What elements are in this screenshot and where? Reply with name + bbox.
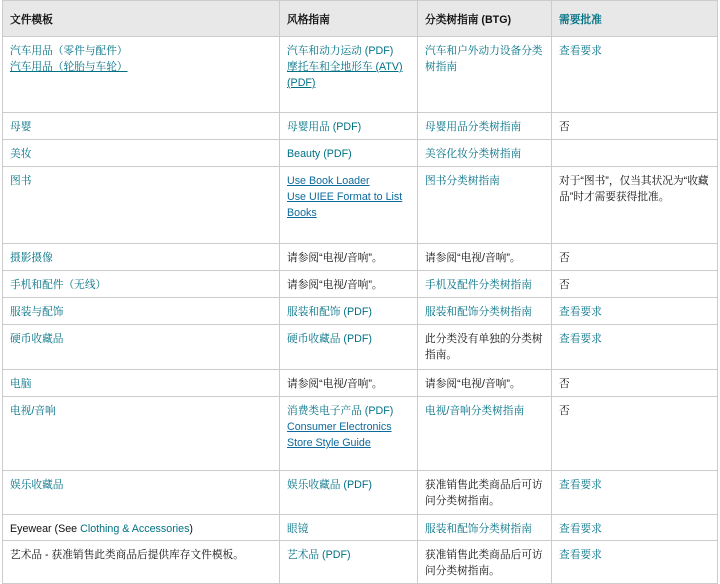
cell-approval bbox=[552, 113, 717, 139]
cell-approval bbox=[552, 397, 717, 470]
cell-style-guide bbox=[280, 370, 418, 396]
style-guide-text: 请参阅“电视/音响”。 bbox=[287, 378, 383, 390]
category-link[interactable]: 母婴 bbox=[10, 121, 32, 133]
cell-category bbox=[3, 397, 280, 470]
cell-btg bbox=[418, 167, 552, 243]
cell-style-guide bbox=[280, 541, 418, 583]
cell-style-guide bbox=[280, 244, 418, 270]
table-row bbox=[3, 167, 717, 244]
view-requirements-link[interactable]: 查看要求 bbox=[559, 333, 602, 345]
cell-btg bbox=[418, 541, 552, 583]
approval-note-text: 对于“图书”，仅当其状况为“收藏品”时才需要获得批准。 bbox=[559, 175, 709, 203]
cell-category bbox=[3, 370, 280, 396]
header-approval-link[interactable]: 需要批准 bbox=[559, 14, 602, 26]
cell-category bbox=[3, 515, 280, 540]
cell-style-guide bbox=[280, 37, 418, 112]
cell-approval bbox=[552, 271, 717, 297]
header-template: 文件模板 bbox=[3, 1, 280, 36]
cell-approval bbox=[552, 325, 717, 369]
cell-approval bbox=[552, 541, 717, 583]
style-guide-link[interactable]: Consumer Electronics Store Style Guide bbox=[287, 421, 392, 449]
btg-link[interactable]: 母婴用品分类树指南 bbox=[425, 121, 522, 133]
cell-style-guide bbox=[280, 113, 418, 139]
header-row bbox=[3, 1, 717, 37]
category-link[interactable]: 硬币收藏品 bbox=[10, 333, 64, 345]
table-row bbox=[3, 515, 717, 541]
cell-btg bbox=[418, 397, 552, 470]
table-row bbox=[3, 541, 717, 584]
cell-btg bbox=[418, 325, 552, 369]
table-row bbox=[3, 37, 717, 113]
cell-btg bbox=[418, 471, 552, 514]
style-guide-link[interactable]: 服装和配饰 (PDF) bbox=[287, 306, 372, 318]
cell-style-guide bbox=[280, 325, 418, 369]
cell-style-guide bbox=[280, 140, 418, 166]
btg-text: 请参阅“电视/音响”。 bbox=[425, 252, 521, 264]
table-row bbox=[3, 271, 717, 298]
cell-style-guide bbox=[280, 167, 418, 243]
approval-no-text: 否 bbox=[559, 378, 570, 390]
table-row bbox=[3, 370, 717, 397]
cell-style-guide bbox=[280, 515, 418, 540]
btg-text: 此分类没有单独的分类树指南。 bbox=[425, 333, 543, 361]
btg-link[interactable]: 服装和配饰分类树指南 bbox=[425, 306, 532, 318]
style-guide-text: 请参阅“电视/音响”。 bbox=[287, 252, 383, 264]
category-text: Eyewear (See bbox=[10, 523, 81, 535]
table-row bbox=[3, 140, 717, 167]
cell-style-guide bbox=[280, 271, 418, 297]
category-link[interactable]: 图书 bbox=[10, 175, 32, 187]
header-btg: 分类树指南 (BTG) bbox=[418, 1, 552, 36]
view-requirements-link[interactable]: 查看要求 bbox=[559, 549, 602, 561]
cell-btg bbox=[418, 113, 552, 139]
btg-link[interactable]: 电视/音响分类树指南 bbox=[425, 405, 525, 417]
cell-approval bbox=[552, 244, 717, 270]
view-requirements-link[interactable]: 查看要求 bbox=[559, 479, 602, 491]
cell-approval bbox=[552, 37, 717, 112]
cell-category bbox=[3, 37, 280, 112]
category-text: 艺术品 - 获准销售此类商品后提供库存文件模板。 bbox=[10, 549, 244, 561]
category-link[interactable]: 电脑 bbox=[10, 378, 32, 390]
btg-text: 请参阅“电视/音响”。 bbox=[425, 378, 521, 390]
category-link[interactable]: 摄影摄像 bbox=[10, 252, 53, 264]
header-style-guide: 风格指南 bbox=[280, 1, 418, 36]
approval-no-text: 否 bbox=[559, 121, 570, 133]
category-text: ) bbox=[189, 523, 193, 535]
category-link[interactable]: 服装与配饰 bbox=[10, 306, 64, 318]
table-row bbox=[3, 325, 717, 370]
category-table bbox=[2, 0, 718, 584]
btg-text: 获准销售此类商品后可访问分类树指南。 bbox=[425, 479, 543, 507]
cell-category bbox=[3, 471, 280, 514]
style-guide-link[interactable]: Use UIEE Format to List Books bbox=[287, 191, 403, 219]
cell-btg bbox=[418, 271, 552, 297]
approval-no-text: 否 bbox=[559, 279, 570, 291]
category-link[interactable]: 手机和配件（无线） bbox=[10, 279, 107, 291]
btg-link[interactable]: 服装和配饰分类树指南 bbox=[425, 523, 532, 535]
style-guide-text: 请参阅“电视/音响”。 bbox=[287, 279, 383, 291]
table-row bbox=[3, 397, 717, 471]
cell-btg bbox=[418, 140, 552, 166]
category-link[interactable]: 汽车用品（零件与配件） bbox=[10, 45, 128, 57]
cell-style-guide bbox=[280, 298, 418, 324]
cell-btg bbox=[418, 515, 552, 540]
cell-category bbox=[3, 167, 280, 243]
cell-approval bbox=[552, 471, 717, 514]
table-row bbox=[3, 298, 717, 325]
btg-link[interactable]: 美容化妆分类树指南 bbox=[425, 148, 522, 160]
cell-category bbox=[3, 244, 280, 270]
cell-approval bbox=[552, 370, 717, 396]
table-row bbox=[3, 113, 717, 140]
cell-style-guide bbox=[280, 397, 418, 470]
btg-link[interactable]: 汽车和户外动力设备分类树指南 bbox=[425, 45, 543, 73]
cell-category bbox=[3, 140, 280, 166]
cell-approval bbox=[552, 140, 717, 166]
view-requirements-link[interactable]: 查看要求 bbox=[559, 45, 602, 57]
cell-category bbox=[3, 113, 280, 139]
cell-btg bbox=[418, 298, 552, 324]
cell-btg bbox=[418, 37, 552, 112]
style-guide-link[interactable]: 消费类电子产品 (PDF) bbox=[287, 405, 394, 417]
category-link[interactable]: 汽车用品（轮胎与车轮） bbox=[10, 61, 128, 73]
cell-approval bbox=[552, 298, 717, 324]
approval-no-text: 否 bbox=[559, 405, 570, 417]
category-link[interactable]: 美妆 bbox=[10, 148, 32, 160]
btg-link[interactable]: 手机及配件分类树指南 bbox=[425, 279, 532, 291]
cell-category bbox=[3, 325, 280, 369]
cell-style-guide bbox=[280, 471, 418, 514]
cell-approval bbox=[552, 515, 717, 540]
cell-btg bbox=[418, 244, 552, 270]
style-guide-link[interactable]: Beauty (PDF) bbox=[287, 148, 352, 160]
cell-category bbox=[3, 298, 280, 324]
style-guide-link[interactable]: 硬币收藏品 (PDF) bbox=[287, 333, 372, 345]
style-guide-link[interactable]: 艺术品 (PDF) bbox=[287, 549, 351, 561]
cell-btg bbox=[418, 370, 552, 396]
view-requirements-link[interactable]: 查看要求 bbox=[559, 523, 602, 535]
category-link[interactable]: 电视/音响 bbox=[10, 405, 56, 417]
view-requirements-link[interactable]: 查看要求 bbox=[559, 306, 602, 318]
cell-category bbox=[3, 271, 280, 297]
style-guide-link[interactable]: 汽车和动力运动 (PDF) bbox=[287, 45, 394, 57]
style-guide-link[interactable]: 摩托车和全地形车 (ATV) (PDF) bbox=[287, 61, 403, 89]
style-guide-link[interactable]: 眼镜 bbox=[287, 523, 309, 535]
table-row bbox=[3, 244, 717, 271]
btg-link[interactable]: 图书分类树指南 bbox=[425, 175, 500, 187]
btg-text: 获准销售此类商品后可访问分类树指南。 bbox=[425, 549, 543, 577]
category-link[interactable]: 娱乐收藏品 bbox=[10, 479, 64, 491]
table-row bbox=[3, 471, 717, 515]
approval-no-text: 否 bbox=[559, 252, 570, 264]
style-guide-link[interactable]: Use Book Loader bbox=[287, 175, 370, 187]
cell-category bbox=[3, 541, 280, 583]
cell-approval bbox=[552, 167, 717, 243]
style-guide-link[interactable]: 娱乐收藏品 (PDF) bbox=[287, 479, 372, 491]
style-guide-link[interactable]: 母婴用品 (PDF) bbox=[287, 121, 362, 133]
clothing-accessories-link[interactable]: Clothing & Accessories bbox=[80, 523, 190, 535]
